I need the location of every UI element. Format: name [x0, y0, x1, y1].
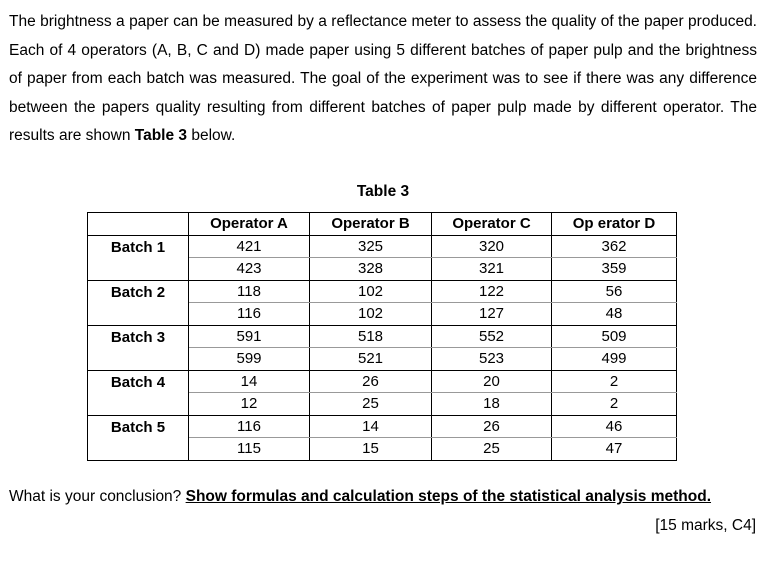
table-cell: 48 — [552, 303, 677, 326]
question — [9, 488, 711, 506]
table-header-row — [88, 213, 677, 236]
table-cell: 320 — [432, 235, 552, 258]
table-cell: 552 — [432, 325, 552, 348]
table-cell: 14 — [310, 415, 432, 438]
table-cell: 20 — [432, 370, 552, 393]
table-cell: 591 — [189, 325, 310, 348]
table-cell: 18 — [432, 393, 552, 416]
table-cell: 115 — [189, 438, 310, 461]
table-row — [88, 280, 677, 303]
batch-label: Batch 4 — [88, 370, 189, 415]
table-cell: 2 — [552, 370, 677, 393]
table-cell: 509 — [552, 325, 677, 348]
table-cell: 325 — [310, 235, 432, 258]
table-cell: 523 — [432, 348, 552, 371]
table-row — [88, 235, 677, 258]
table-cell: 46 — [552, 415, 677, 438]
table-cell: 12 — [189, 393, 310, 416]
table-cell: 122 — [432, 280, 552, 303]
table-cell: 421 — [189, 235, 310, 258]
table-row — [88, 370, 677, 393]
table-cell: 26 — [432, 415, 552, 438]
table-cell: 423 — [189, 258, 310, 281]
table-cell: 127 — [432, 303, 552, 326]
table-cell: 15 — [310, 438, 432, 461]
table-body — [88, 235, 677, 460]
problem-statement — [9, 8, 757, 151]
marks-label: [15 marks, C4] — [655, 517, 756, 534]
table-cell: 47 — [552, 438, 677, 461]
batch-label: Batch 5 — [88, 415, 189, 460]
table-cell: 499 — [552, 348, 677, 371]
table-cell: 102 — [310, 303, 432, 326]
header-operator-b: Operator B — [310, 213, 432, 236]
table-cell: 116 — [189, 303, 310, 326]
table-cell: 25 — [432, 438, 552, 461]
batch-label: Batch 1 — [88, 235, 189, 280]
table-cell: 26 — [310, 370, 432, 393]
question-instruction: Show formulas and calculation steps of the statistical analysis method. — [185, 488, 712, 505]
table-cell: 362 — [552, 235, 677, 258]
table-cell: 25 — [310, 393, 432, 416]
table-cell: 14 — [189, 370, 310, 393]
batch-label: Batch 3 — [88, 325, 189, 370]
table-cell: 321 — [432, 258, 552, 281]
table-row — [88, 415, 677, 438]
table-cell: 116 — [189, 415, 310, 438]
table-cell: 2 — [552, 393, 677, 416]
problem-text: The brightness a paper can be measured by a reflectance meter to assess the quality of the paper produced. Each of 4 operators (A, B, C and D) made paper using 5 different batches of paper pulp and the brightness of paper from each batch was measured. The goal of the experiment was to see if there was any difference between the papers quality resulting from different batches of paper pulp made by different operator. The results are shown — [9, 13, 757, 144]
table-cell: 102 — [310, 280, 432, 303]
corner-cell — [88, 213, 189, 236]
data-table — [87, 212, 677, 461]
table-reference: Table 3 — [134, 127, 188, 144]
table-cell: 521 — [310, 348, 432, 371]
batch-label: Batch 2 — [88, 280, 189, 325]
problem-text-end: below. — [187, 127, 236, 144]
table-cell: 56 — [552, 280, 677, 303]
header-operator-a: Operator A — [189, 213, 310, 236]
table-row — [88, 325, 677, 348]
question-prefix: What is your conclusion? — [9, 488, 186, 505]
header-operator-c: Operator C — [432, 213, 552, 236]
table-caption: Table 3 — [356, 183, 410, 200]
table-cell: 599 — [189, 348, 310, 371]
table-cell: 118 — [189, 280, 310, 303]
table-cell: 328 — [310, 258, 432, 281]
header-operator-d: Op erator D — [552, 213, 677, 236]
table-cell: 359 — [552, 258, 677, 281]
table-cell: 518 — [310, 325, 432, 348]
